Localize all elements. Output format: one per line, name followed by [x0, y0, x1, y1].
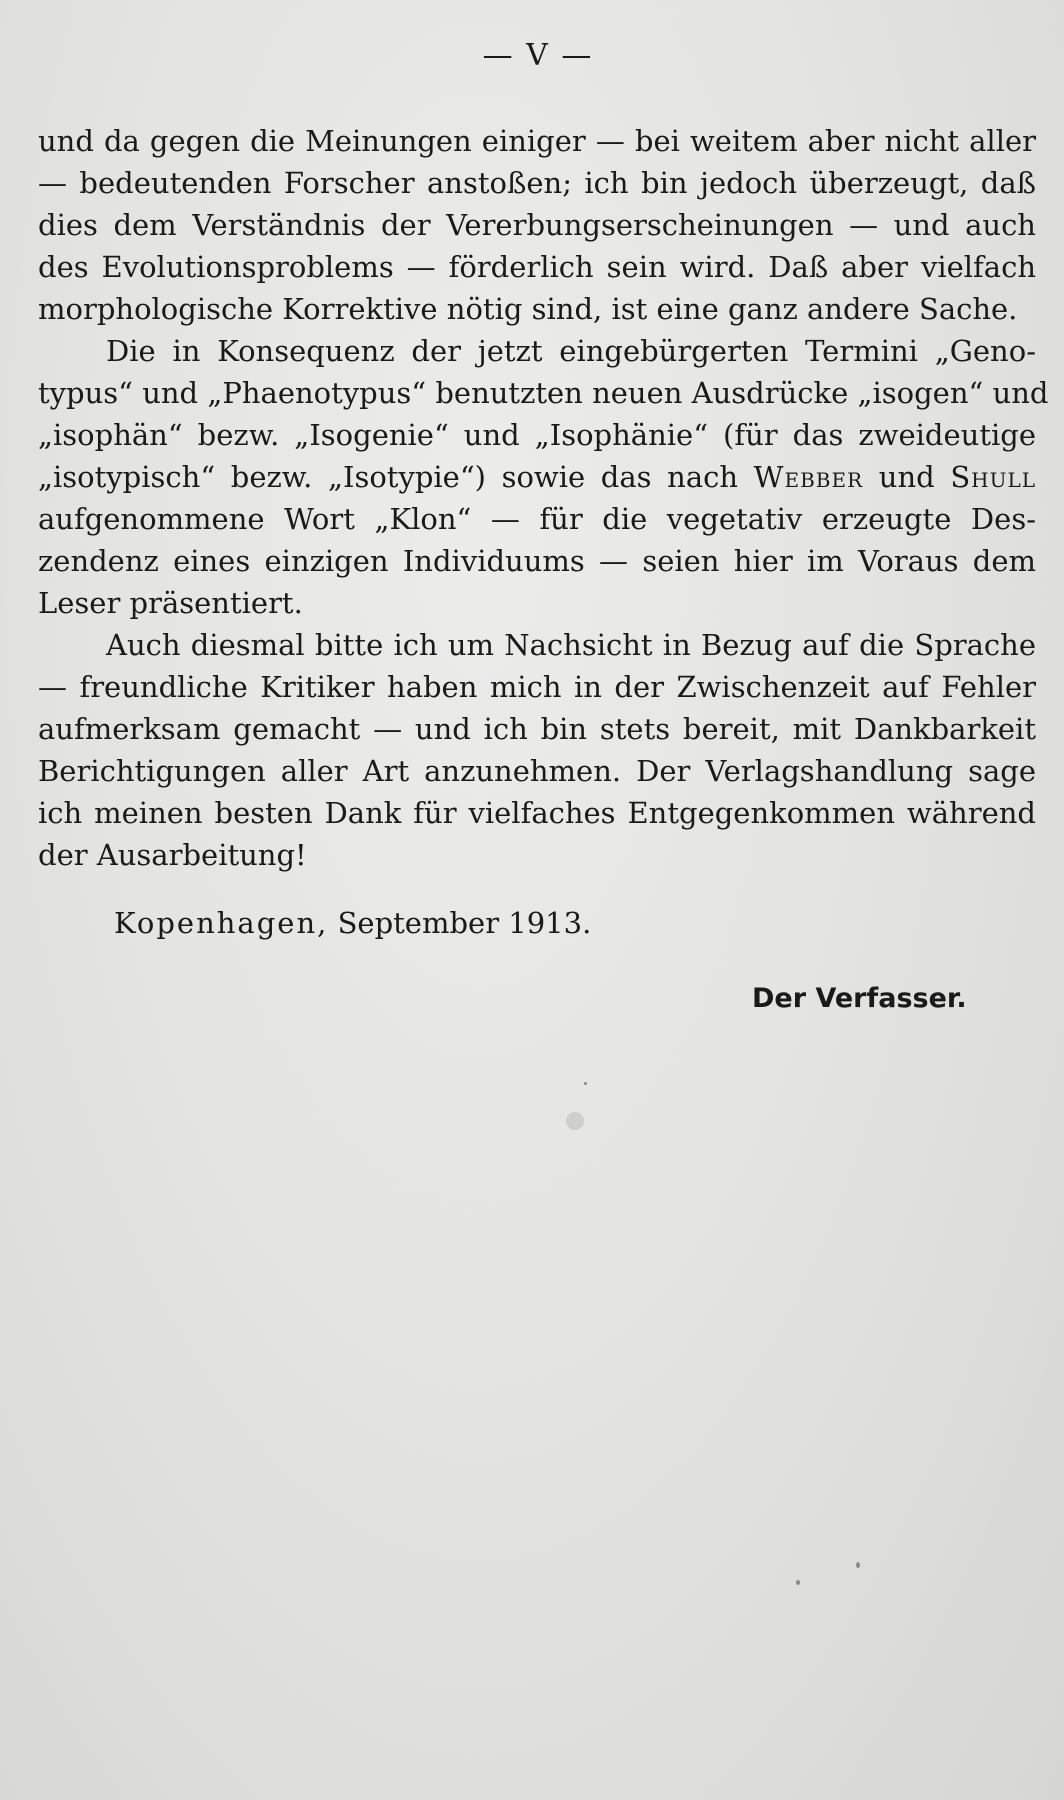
- page-number: — V —: [482, 38, 594, 73]
- author-name-webber: Webber: [753, 460, 864, 494]
- text-line: — freundliche Kritiker haben mich in der Zwischenzeit auf Fehler: [38, 670, 1036, 704]
- text-line: der Ausarbeitung!: [38, 838, 307, 872]
- text-line: „isophän“ bezw. „Isogenie“ und „Isophänie“ (für das zweideutige: [38, 418, 1036, 452]
- author-name-shull: Shull: [950, 460, 1037, 494]
- text-line: zendenz eines einzigen Individuums — seien hier im Voraus dem: [38, 544, 1036, 578]
- paper-speck: [856, 1562, 860, 1568]
- text-segment: „isotypisch“ bezw. „Isotypie“) sowie das nach: [38, 460, 739, 494]
- paragraph-1: [38, 120, 1036, 330]
- text-line: des Evolutionsproblems — förderlich sein wird. Daß aber vielfach: [38, 250, 1036, 284]
- paper-speck: [584, 1082, 587, 1085]
- text-line: aufmerksam gemacht — und ich bin stets bereit, mit Dankbarkeit: [38, 712, 1036, 746]
- paper-speck: [566, 1112, 584, 1130]
- text-line: dies dem Verständnis der Vererbungserscheinungen — und auch: [38, 208, 1036, 242]
- text-line-with-names: [38, 456, 1036, 498]
- text-line: ich meinen besten Dank für vielfaches Entgegenkommen während: [38, 796, 1036, 830]
- text-line: Die in Konsequenz der jetzt eingebürgerten Termini „Geno-: [106, 334, 1036, 368]
- text-line: Leser präsentiert.: [38, 586, 303, 620]
- text-line: — bedeutenden Forscher anstoßen; ich bin jedoch überzeugt, daß: [38, 166, 1036, 200]
- text-line: Auch diesmal bitte ich um Nachsicht in Bezug auf die Sprache: [106, 628, 1036, 662]
- text-line: Berichtigungen aller Art anzunehmen. Der Verlagshandlung sage: [38, 754, 1036, 788]
- date: September 1913.: [337, 906, 592, 940]
- place-and-date: [114, 906, 591, 940]
- text-line: morphologische Korrektive nötig sind, ist eine ganz andere Sache.: [38, 292, 1018, 326]
- text-segment: und: [878, 460, 935, 494]
- preface-text: [38, 120, 1049, 876]
- paragraph-2: [38, 330, 1049, 624]
- text-line: typus“ und „Phaenotypus“ benutzten neuen Ausdrücke „isogen“ und: [38, 376, 1049, 410]
- place: Kopenhagen,: [114, 906, 329, 940]
- text-line: aufgenommene Wort „Klon“ — für die vegetativ erzeugte Des-: [38, 502, 1036, 536]
- paragraph-3: [38, 624, 1036, 876]
- paper-speck: [796, 1580, 800, 1585]
- author-signature: Der Verfasser.: [752, 983, 967, 1014]
- text-line: und da gegen die Meinungen einiger — bei weitem aber nicht aller: [38, 124, 1036, 158]
